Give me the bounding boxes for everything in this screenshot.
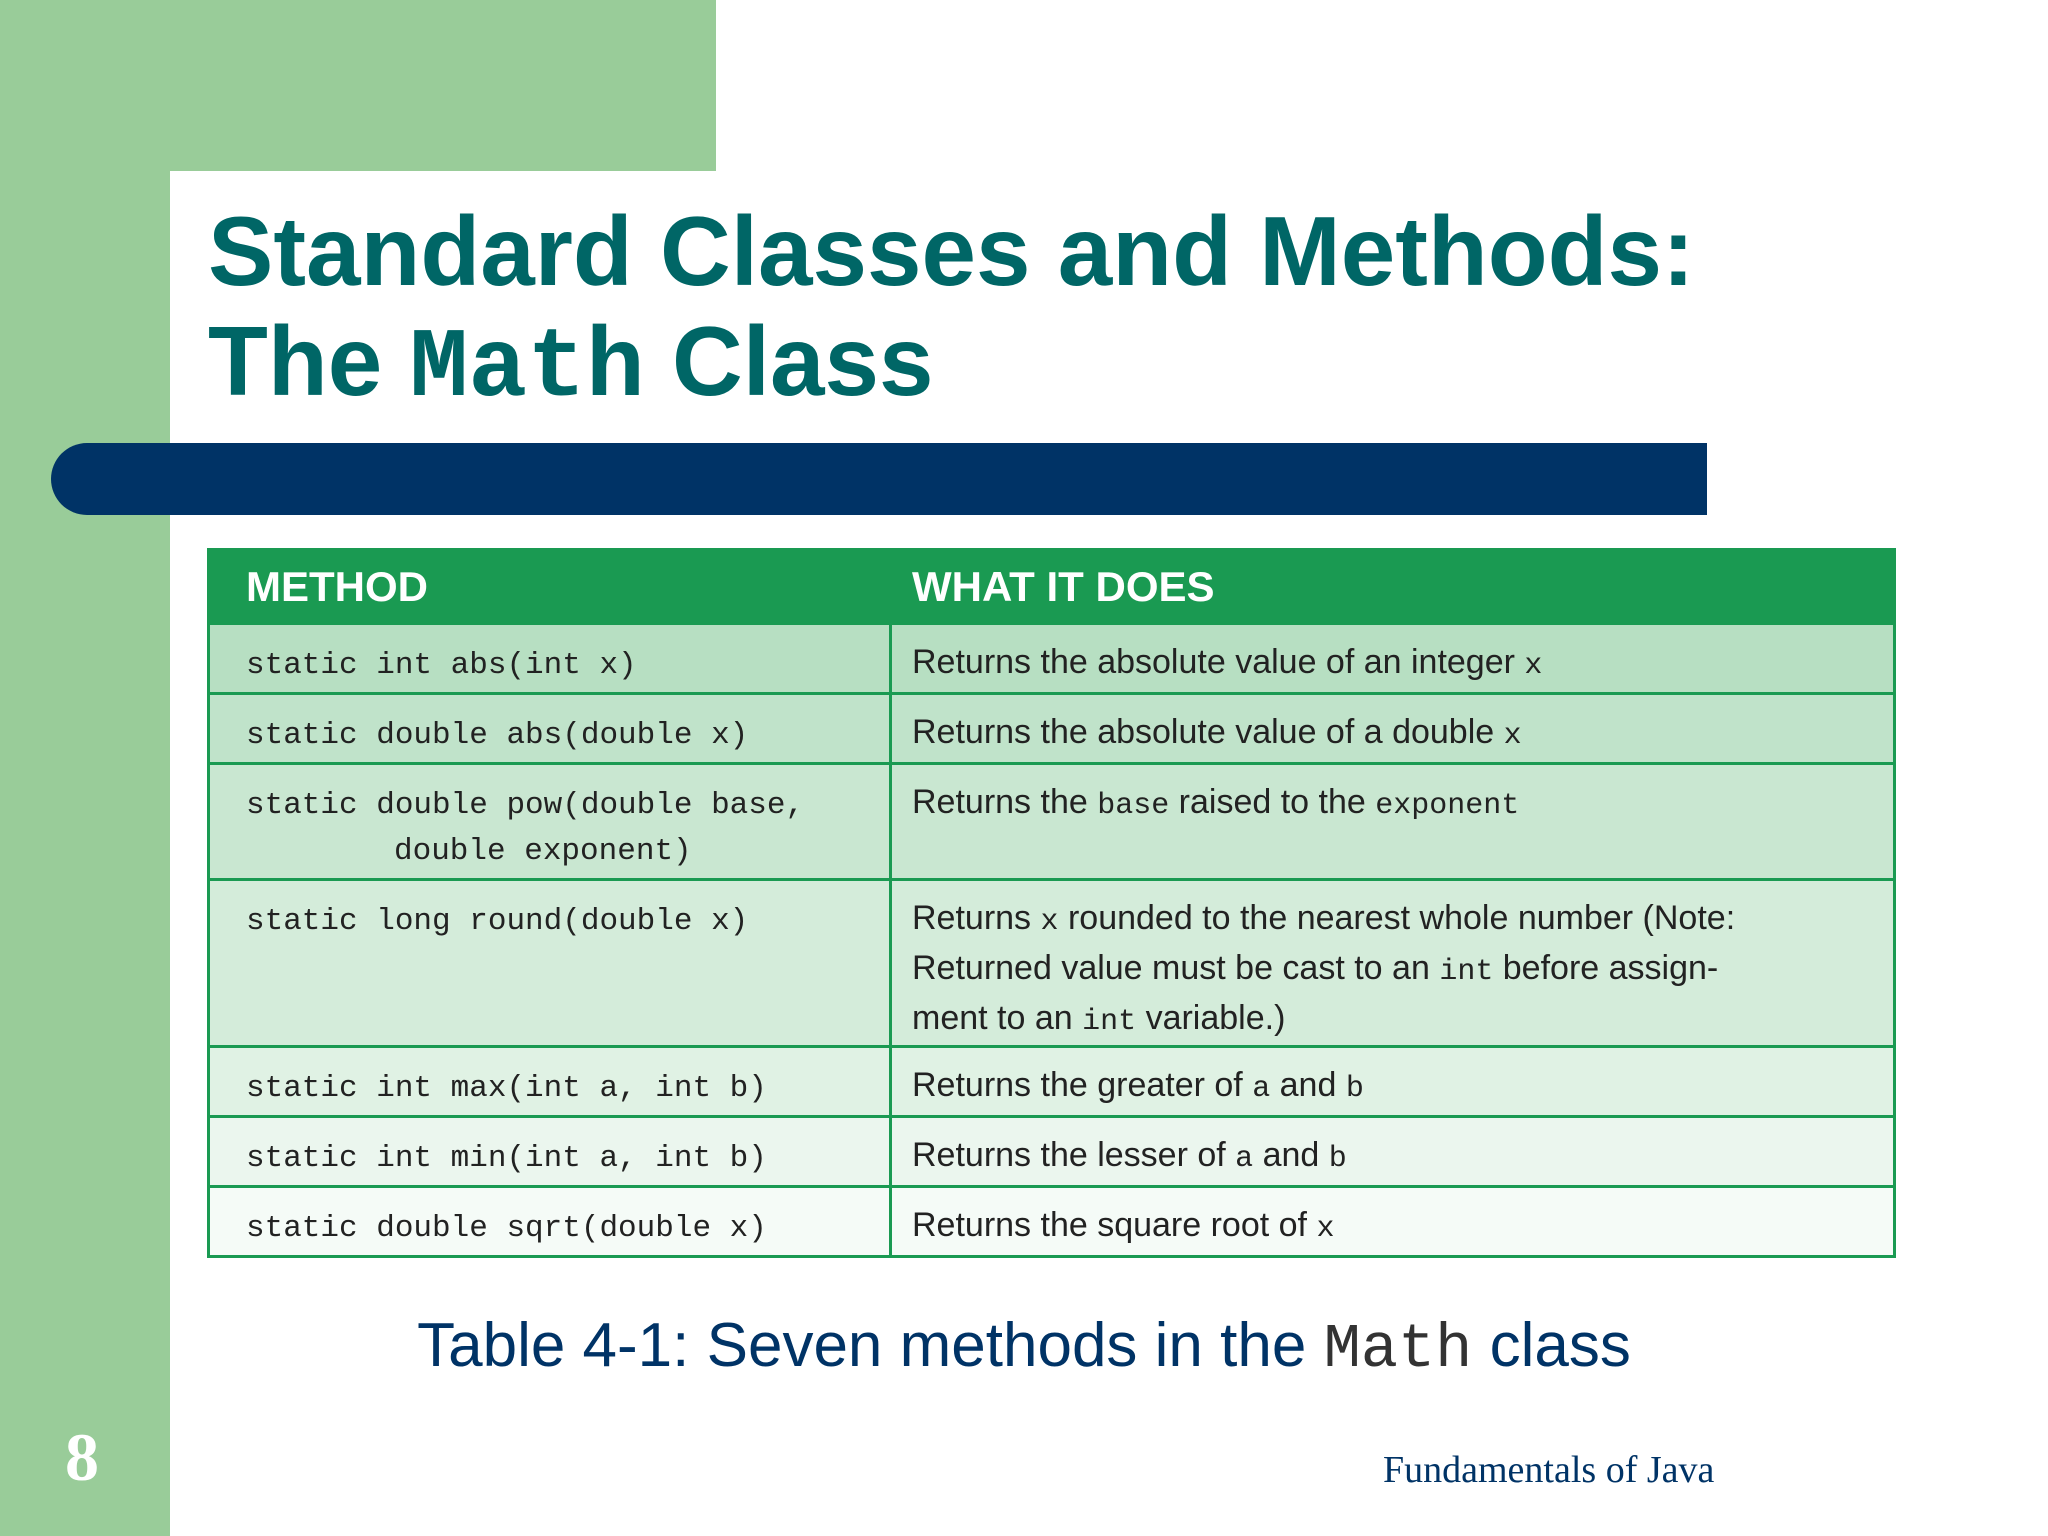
method-signature-line: static int min(int a, int b)	[246, 1141, 767, 1176]
math-methods-table	[207, 548, 1896, 1258]
description-text: raised to the	[1169, 783, 1376, 821]
title-line-2-prefix: The	[208, 306, 410, 416]
method-description	[891, 764, 1895, 880]
description-text: ment to an	[912, 999, 1083, 1037]
description-text: Returns	[912, 899, 1041, 937]
caption-suffix: class	[1472, 1311, 1631, 1380]
header-method: METHOD	[209, 550, 891, 624]
table-row	[209, 1047, 1895, 1117]
method-description	[891, 1187, 1895, 1257]
title-line-1: Standard Classes and Methods:	[208, 196, 1695, 306]
table-body	[209, 624, 1895, 1257]
page-number: 8	[65, 1419, 99, 1495]
method-signature-line: static double pow(double base,	[246, 788, 805, 823]
method-signature	[209, 1187, 891, 1257]
description-text: and	[1253, 1136, 1329, 1174]
method-description	[891, 880, 1895, 1047]
table-row	[209, 764, 1895, 880]
method-signature-line: static double sqrt(double x)	[246, 1211, 767, 1246]
header-what-it-does: WHAT IT DOES	[891, 550, 1895, 624]
description-text: Returns the square root of	[912, 1206, 1317, 1244]
method-signature	[209, 764, 891, 880]
inline-code: a	[1235, 1142, 1254, 1176]
title-code-math: Math	[409, 314, 645, 425]
method-signature	[209, 1047, 891, 1117]
description-text: Returns the	[912, 783, 1098, 821]
inline-code: b	[1345, 1072, 1364, 1106]
inline-code: x	[1524, 649, 1543, 683]
inline-code: b	[1328, 1142, 1347, 1176]
description-text: Returns the absolute value of a double	[912, 713, 1504, 751]
method-signature-line: static double abs(double x)	[246, 718, 749, 753]
description-text: variable.)	[1136, 999, 1286, 1037]
description-text: Returns the absolute value of an integer	[912, 643, 1525, 681]
inline-code: base	[1097, 789, 1170, 823]
caption-prefix: Table 4-1: Seven methods in the	[417, 1311, 1324, 1380]
table-caption	[0, 1310, 2048, 1385]
inline-code: x	[1040, 905, 1059, 939]
method-description	[891, 1117, 1895, 1187]
top-accent-band	[0, 0, 716, 171]
method-signature	[209, 694, 891, 764]
description-text: rounded to the nearest whole number (Note:	[1058, 899, 1736, 937]
description-text: before assign-	[1493, 949, 1719, 987]
inline-code: exponent	[1375, 789, 1520, 823]
method-signature	[209, 624, 891, 694]
method-signature-line: static long round(double x)	[246, 904, 749, 939]
description-text: Returned value must be cast to an	[912, 949, 1440, 987]
table-header-row	[209, 550, 1895, 624]
slide-title	[208, 196, 1695, 425]
inline-code: int	[1082, 1005, 1137, 1039]
table-row	[209, 1187, 1895, 1257]
inline-code: x	[1503, 719, 1522, 753]
description-text: Returns the greater of	[912, 1066, 1253, 1104]
description-text: and	[1270, 1066, 1346, 1104]
table-row	[209, 694, 1895, 764]
inline-code: a	[1252, 1072, 1271, 1106]
description-text: Returns the lesser of	[912, 1136, 1236, 1174]
method-description	[891, 1047, 1895, 1117]
title-line-2-suffix: Class	[644, 306, 934, 416]
table-row	[209, 880, 1895, 1047]
table-row	[209, 1117, 1895, 1187]
method-signature-line: double exponent)	[394, 834, 692, 869]
title-divider-bar	[51, 443, 1707, 515]
method-signature	[209, 1117, 891, 1187]
table-row	[209, 624, 1895, 694]
left-accent-band	[0, 0, 170, 1536]
inline-code: x	[1316, 1212, 1335, 1246]
method-signature-line: static int abs(int x)	[246, 648, 637, 683]
method-description	[891, 694, 1895, 764]
caption-code-math: Math	[1323, 1314, 1473, 1385]
method-signature-line: static int max(int a, int b)	[246, 1071, 767, 1106]
method-signature	[209, 880, 891, 1047]
footer-text: Fundamentals of Java	[1383, 1449, 1715, 1491]
method-description	[891, 624, 1895, 694]
inline-code: int	[1439, 955, 1494, 989]
